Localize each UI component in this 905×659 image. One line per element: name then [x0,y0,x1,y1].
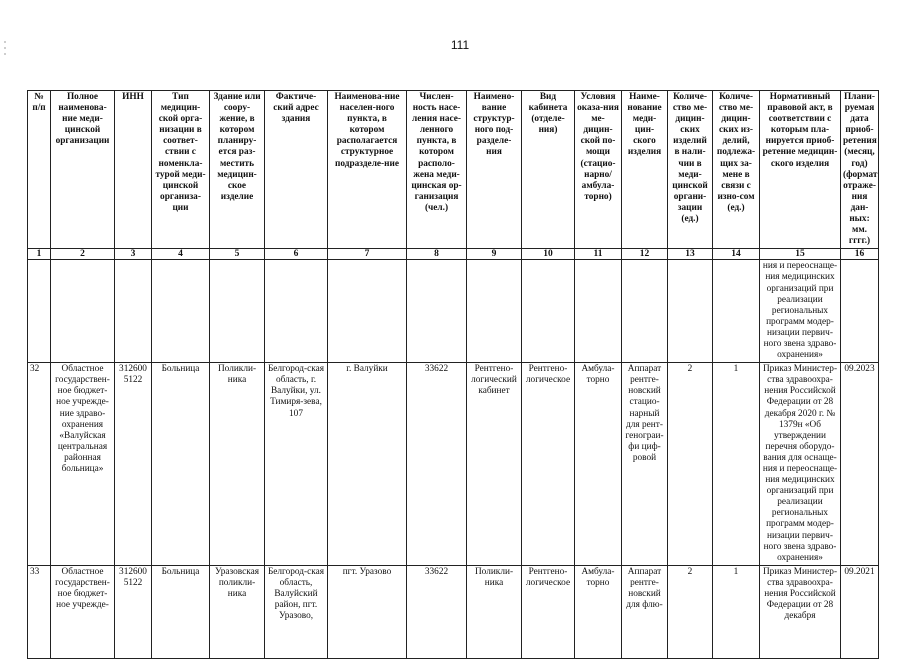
col-number: 12 [622,249,668,260]
column-number-row [28,249,879,260]
structural-unit: Поликли-ника [467,565,522,658]
address: Белгород-ская область, Валуйский район, пгт. Уразово, [265,565,328,658]
col-number: 4 [152,249,210,260]
population: 33622 [407,565,467,658]
purchase-date: 09.2021 [841,565,879,658]
col-header: ИНН [115,91,152,249]
structural-unit: Рентгено-логический кабинет [467,363,522,566]
continuation-row [28,260,879,363]
col-header: Здание или соору-жение, в котором планиру-ется раз-местить медицин-ское изделие [210,91,265,249]
cabinet-type: Рентгено-логическое [522,363,575,566]
col-number: 5 [210,249,265,260]
header-row [28,91,879,249]
col-number: 8 [407,249,467,260]
col-number: 9 [467,249,522,260]
inn: 312600 5122 [115,565,152,658]
normative-act-cell: ния и переоснаще-ния медицинских организаций при реализации региональных программ модер-низации первич-ного звена здраво-охранения» [760,260,841,363]
care-conditions: Амбула-торно [575,363,622,566]
devices-to-replace: 1 [713,363,760,566]
col-header: № п/п [28,91,51,249]
col-header: Фактиче-ский адрес здания [265,91,328,249]
col-number: 2 [51,249,115,260]
col-header: Количе-ство ме-дицин-ских из-делий, подлежа-щих за-мене в связи с изно-сом (ед.) [713,91,760,249]
col-number: 7 [328,249,407,260]
col-header: Нормативный правовой акт, в соответствии с которым пла-нируется приоб-ретение медицин-ского изделия [760,91,841,249]
col-number: 16 [841,249,879,260]
device-name: Аппарат рентге-новский для флю- [622,565,668,658]
devices-to-replace: 1 [713,565,760,658]
col-header: Полное наименова-ние меди-цинской организации [51,91,115,249]
col-header: Наиме-нование меди-цин-ского изделия [622,91,668,249]
col-header: Вид кабинета (отделе-ния) [522,91,575,249]
col-header: Наимено-вание структур-ного под-разделе-ния [467,91,522,249]
building: Уразовская поликли-ника [210,565,265,658]
building: Поликли-ника [210,363,265,566]
col-number: 11 [575,249,622,260]
organization-name: Областное государствен-ное бюджет-ное учрежде-ние здраво-охранения «Валуйская центральная районная больница» [51,363,115,566]
organization-name: Областное государствен-ное бюджет-ное учрежде- [51,565,115,658]
device-name: Аппарат рентге-новский стацио-нарный для рент-генограи-фи циф-ровой [622,363,668,566]
devices-available: 2 [668,363,713,566]
col-number: 10 [522,249,575,260]
normative-act: Приказ Министер-ства здравоохра-нения Российской Федерации от 28 декабря [760,565,841,658]
population: 33622 [407,363,467,566]
col-number: 1 [28,249,51,260]
inn: 312600 5122 [115,363,152,566]
purchase-date: 09.2023 [841,363,879,566]
care-conditions: Амбула-торно [575,565,622,658]
table-row [28,565,879,658]
col-header: Количе-ство ме-дицин-ских изделий в нали-чии в меди-цинской органи-зации (ед.) [668,91,713,249]
col-number: 13 [668,249,713,260]
page-number: 111 [450,38,470,52]
medical-equipment-table [27,90,879,659]
locality: г. Валуйки [328,363,407,566]
org-type: Больница [152,363,210,566]
normative-act: Приказ Министер-ства здравоохра-нения Российской Федерации от 28 декабря 2020 г. № 1379н «Об утверждении перечня оборудо-вания для оснаще-ния и переоснаще-ния медицинских организаций при реализации региональных программ модер-низации первич-ного звена здраво-охранения» [760,363,841,566]
table-row [28,363,879,566]
col-header: Условия оказа-ния ме-дицин-ской по-мощи (стацио-нарно/ амбула-торно) [575,91,622,249]
address: Белгород-ская область, г. Валуйки, ул. Тимиря-зева, 107 [265,363,328,566]
col-number: 3 [115,249,152,260]
devices-available: 2 [668,565,713,658]
col-header: Тип медицин-ской орга-низации в соответ-ствии с номенкла-турой меди-цинской организа-ции [152,91,210,249]
col-number: 15 [760,249,841,260]
row-number: 33 [28,565,51,658]
locality: пгт. Уразово [328,565,407,658]
org-type: Больница [152,565,210,658]
scan-specks [3,40,7,60]
cabinet-type: Рентгено-логическое [522,565,575,658]
col-number: 6 [265,249,328,260]
col-header: Числен-ность насе-ления насе-ленного пункта, в котором располо-жена меди-цинская ор-ганизация (чел.) [407,91,467,249]
col-header: Наименова-ние населен-ного пункта, в котором располагается структурное подразделе-ние [328,91,407,249]
col-number: 14 [713,249,760,260]
row-number: 32 [28,363,51,566]
col-header: Плани-руемая дата приоб-ретения (месяц, год) (формат отраже-ния дан-ных: мм. гггг.) [841,91,879,249]
